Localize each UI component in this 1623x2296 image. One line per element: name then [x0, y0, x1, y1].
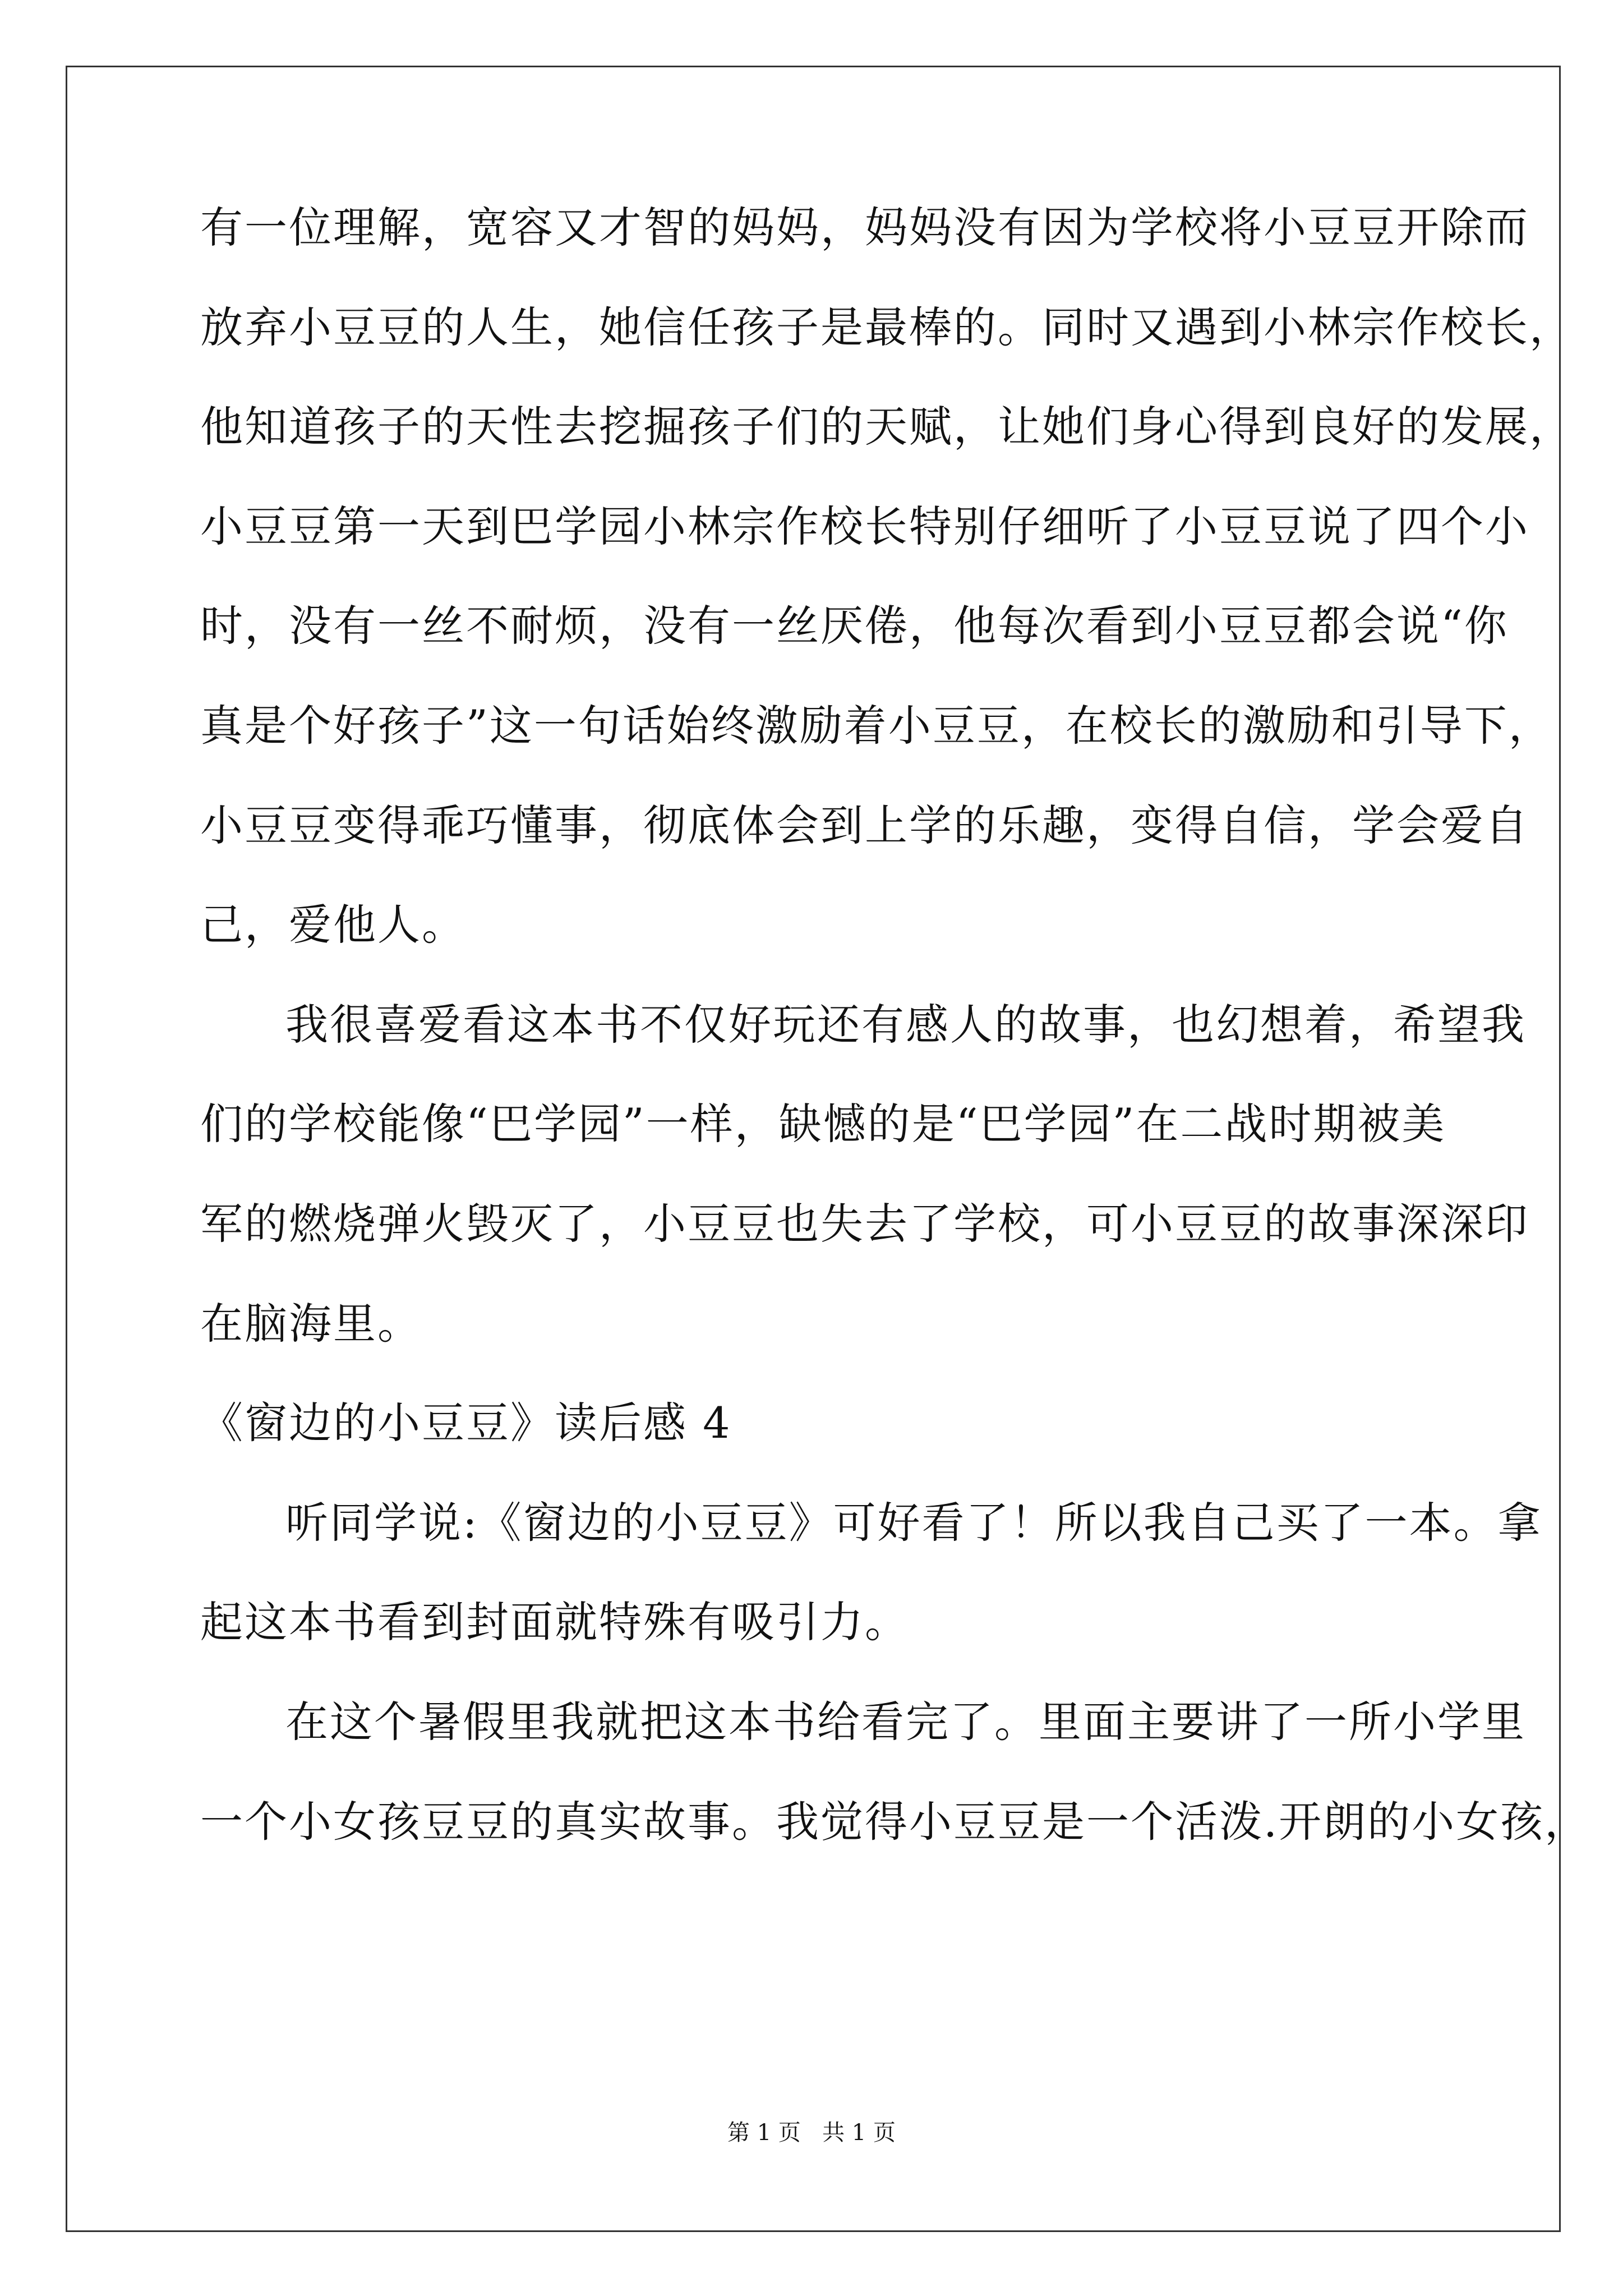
paragraph-start-line: 在这个暑假里我就把这本书给看完了。里面主要讲了一所小学里: [285, 1696, 1526, 1747]
text-line: 一个小女孩豆豆的真实故事。我觉得小豆豆是一个活泼.开朗的小女孩，: [200, 1796, 1589, 1847]
text-line: 真是个好孩子”这一句话始终激励着小豆豆，在校长的激励和引导下，: [200, 700, 1553, 751]
text-line: 时，没有一丝不耐烦，没有一丝厌倦，他每次看到小豆豆都会说“你: [200, 601, 1509, 651]
text-line: 放弃小豆豆的人生，她信任孩子是最棒的。同时又遇到小林宗作校长，: [200, 302, 1574, 352]
text-line: 起这本书看到封面就特殊有吸引力。: [200, 1597, 909, 1648]
text-line: 己，爱他人。: [200, 900, 466, 950]
text-line: 有一位理解，宽容又才智的妈妈，妈妈没有因为学校将小豆豆开除而: [200, 203, 1529, 252]
text-line: 他知道孩子的天性去挖掘孩子们的天赋，让她们身心得到良好的发展，: [200, 402, 1574, 452]
text-line: 军的燃烧弹火毁灭了，小豆豆也失去了学校，可小豆豆的故事深深印: [200, 1198, 1529, 1249]
text-line: 小豆豆变得乖巧懂事，彻底体会到上学的乐趣，变得自信，学会爱自: [200, 800, 1529, 850]
paragraph-start-line: 听同学说:《窗边的小豆豆》可好看了！所以我自己买了一本。拿: [285, 1497, 1542, 1548]
text-line: 们的学校能像“巴学园”一样，缺憾的是“巴学园”在二战时期被美: [200, 1099, 1446, 1149]
page-footer: 第 1 页 共 1 页: [727, 2120, 896, 2146]
paragraph-start-line: 我很喜爱看这本书不仅好玩还有感人的故事，也幻想着，希望我: [285, 999, 1526, 1050]
section-heading: 《窗边的小豆豆》读后感 4: [200, 1398, 732, 1448]
document-body: [200, 203, 1589, 1900]
text-line: 小豆豆第一天到巴学园小林宗作校长特别仔细听了小豆豆说了四个小: [200, 501, 1529, 551]
text-line: 在脑海里。: [200, 1298, 422, 1349]
